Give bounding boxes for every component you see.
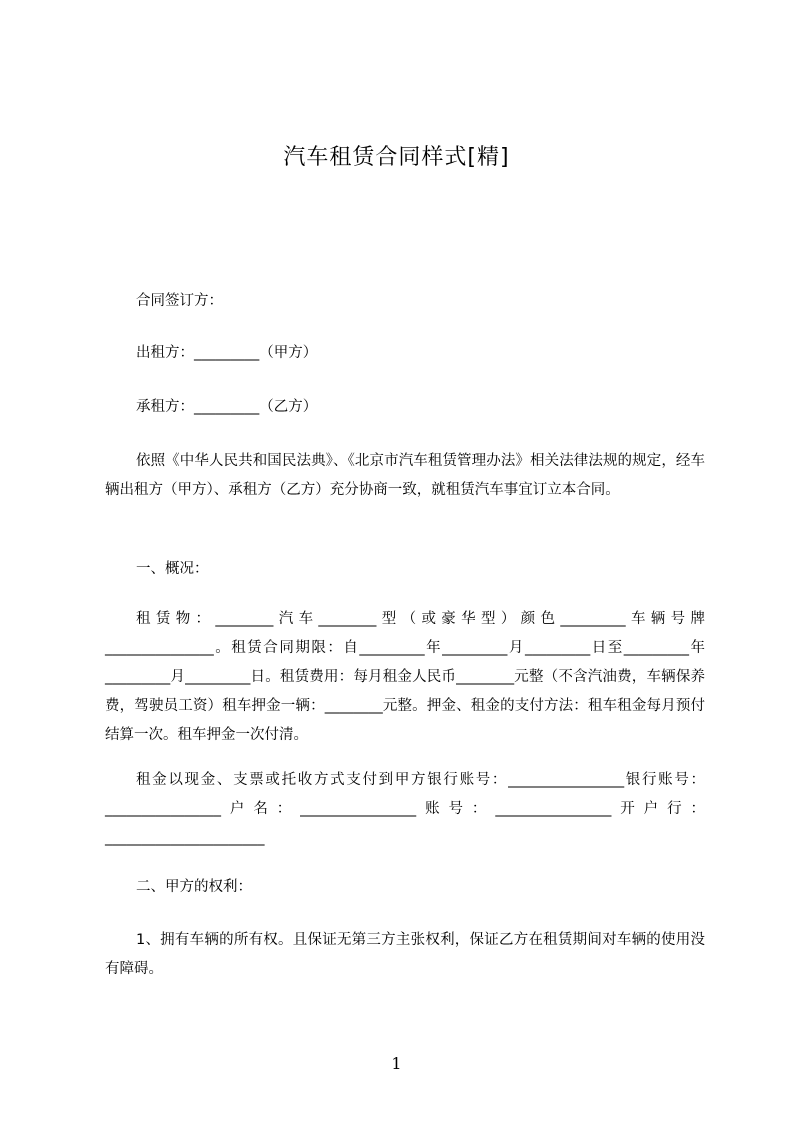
paragraph-basis: 依照《中华人民共和国民法典》、《北京市汽车租赁管理办法》相关法律法规的规定，经车辆出租方（甲方）、承租方（乙方）充分协商一致，就租赁汽车事宜订立本合同。 <box>105 453 705 498</box>
section-heading-overview: 一、概况： <box>136 561 209 577</box>
paragraph-signing-parties: 合同签订方： <box>136 293 223 309</box>
page-number: 1 <box>391 1054 402 1073</box>
document-title: 汽车租赁合同样式[精] <box>283 145 510 170</box>
paragraph-ownership: 1、拥有车辆的所有权。且保证无第三方主张权利，保证乙方在租赁期间对车辆的使用没有障碍。 <box>105 932 705 977</box>
section-heading-lessor-rights: 二、甲方的权利： <box>136 879 252 895</box>
paragraph-lessee: 承租方：_________（乙方） <box>136 399 318 415</box>
paragraph-lease-terms: 租赁物：________汽车________型（或豪华型）颜色_________车辆号牌_______________。租赁合同期限：自_________年_________月_________日至_________年_________月_________日。租赁费用：每月租金人民币________元整（不含汽油费，车辆保养费，驾驶员工资）租车押金一辆：________元整。押金、租金的支付方法：租车租金每月预付结算一次。租车押金一次付清。 <box>105 611 705 743</box>
paragraph-payment-account: 租金以现金、支票或托收方式支付到甲方银行账号：________________银行账号：________________户名：________________账号：________________开户行：______________________ <box>105 772 705 846</box>
paragraph-lessor: 出租方：_________（甲方） <box>136 345 318 361</box>
